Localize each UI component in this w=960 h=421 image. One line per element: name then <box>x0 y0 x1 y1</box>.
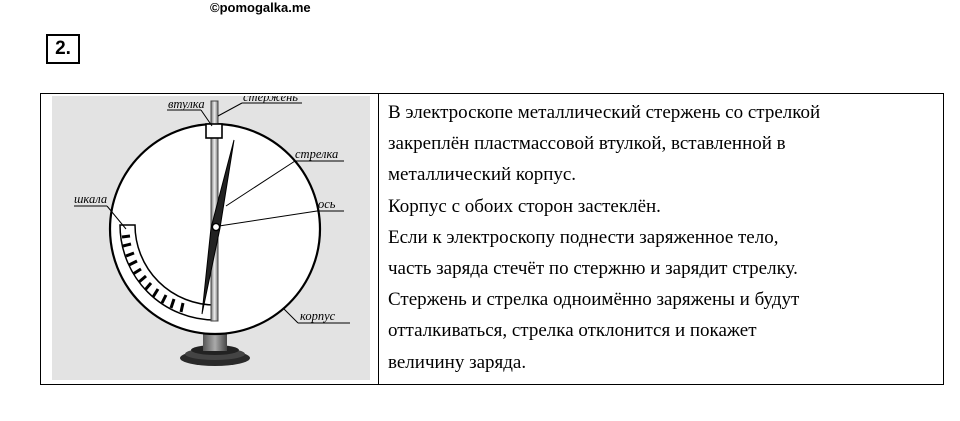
text-line-7: Стержень и стрелка одноимённо заряжены и будут <box>388 289 800 311</box>
label-sterzhen: стержень <box>243 96 298 104</box>
axis-pivot <box>212 223 219 230</box>
watermark: ©pomogalka.me <box>210 0 311 15</box>
text-line-1: В электроскопе металлический стержень со стрелкой <box>388 102 821 123</box>
description-text <box>388 97 938 378</box>
label-os: ось <box>318 197 336 211</box>
electroscope-diagram <box>52 96 370 380</box>
bushing <box>206 124 222 138</box>
label-korpus: корпус <box>300 309 336 323</box>
text-line-4: Корпус с обоих сторон застеклён. <box>388 195 661 217</box>
label-strelka: стрелка <box>295 147 339 161</box>
text-line-2: закреплён пластмассовой втулкой, вставленной в <box>388 133 786 155</box>
label-vtulka: втулка <box>168 97 205 111</box>
text-line-6: часть заряда стечёт по стержню и зарядит стрелку. <box>388 258 798 280</box>
task-number: 2. <box>46 34 80 64</box>
text-line-9: величину заряда. <box>388 351 527 373</box>
text-line-8: отталкиваться, стрелка отклонится и покажет <box>388 320 757 342</box>
label-shkala: шкала <box>74 192 108 206</box>
text-line-5: Если к электроскопу поднести заряженное тело, <box>388 226 779 248</box>
cell-divider <box>378 94 379 384</box>
electroscope-figure <box>52 96 370 380</box>
content-table <box>40 93 944 385</box>
text-line-3: металлический корпус. <box>388 164 577 186</box>
